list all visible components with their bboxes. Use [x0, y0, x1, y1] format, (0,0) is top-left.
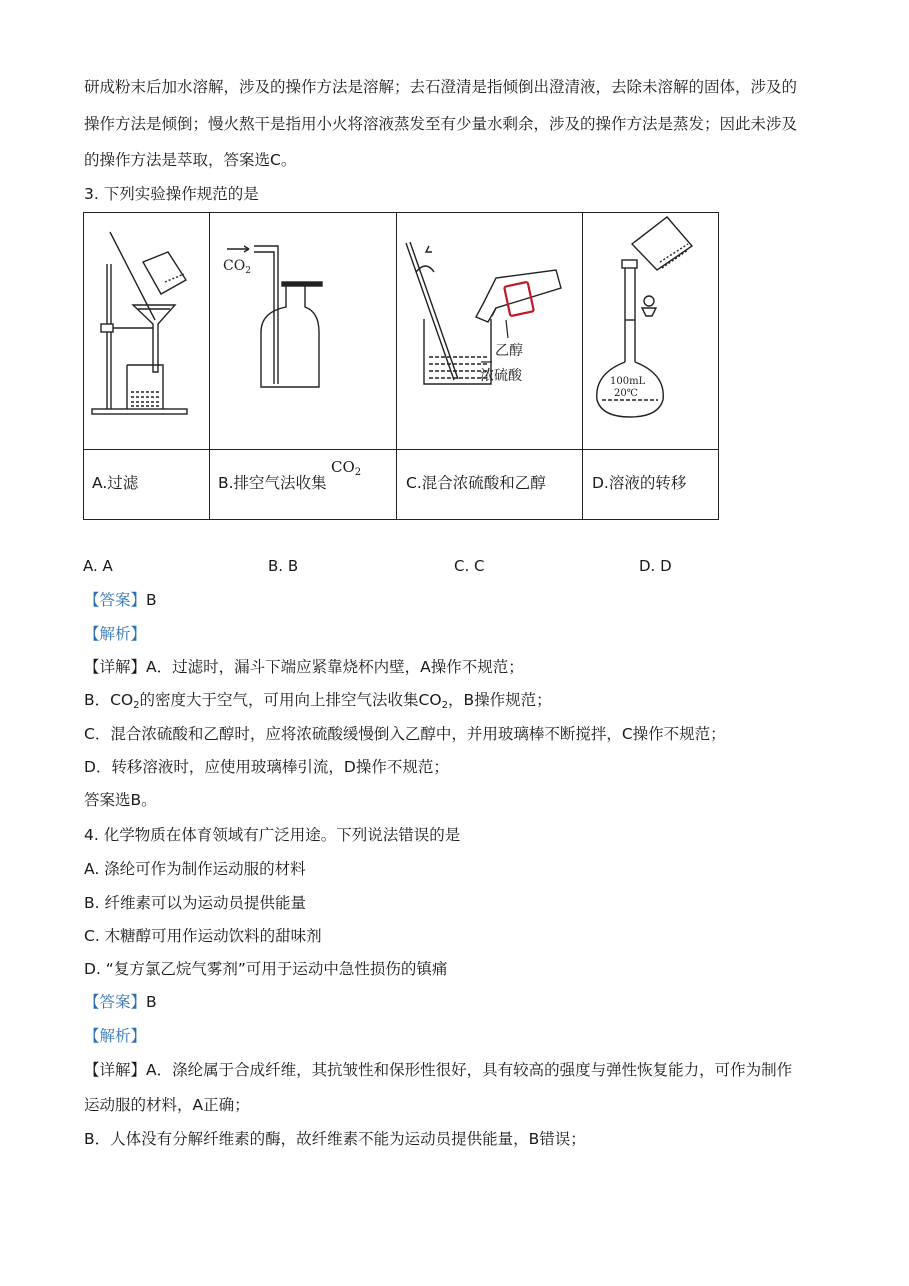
q4-option-a: A. 涤纶可作为制作运动服的材料 [84, 860, 306, 878]
intro-line-2: 操作方法是倾倒；慢火熬干是指用小火将溶液蒸发至有少量水剩余，涉及的操作方法是蒸发；因此未涉及 [84, 115, 798, 133]
q3-detail-2-sub2: 2 [441, 700, 448, 711]
q3-option-a: A. A [83, 557, 113, 575]
q3-detail-1 [84, 657, 524, 677]
q3-detail-1-text: A．过滤时，漏斗下端应紧靠烧杯内壁，A操作不规范； [146, 658, 524, 676]
q4-option-c: C. 木糖醇可用作运动饮料的甜味剂 [84, 927, 322, 945]
q3-detail-2-pre: B．CO [84, 691, 134, 709]
ethanol-label: 乙醇 [495, 343, 523, 359]
caption-b [218, 471, 327, 493]
flask-temp-label: 20℃ [614, 388, 638, 399]
q4-detail-1a [84, 1060, 792, 1080]
q3-option-d: D. D [639, 557, 672, 575]
q3-option-b: B. B [268, 557, 299, 575]
q4-analysis-tag: 【解析】 [84, 1027, 147, 1045]
flask-volume-label: 100mL [610, 376, 646, 387]
q3-option-c: C. C [454, 557, 485, 575]
co2-label: $CO_2$ [223, 258, 251, 276]
gas-collection-figure [209, 212, 397, 450]
q3-analysis-tag: 【解析】 [84, 625, 147, 643]
q3-detail-2 [84, 690, 552, 716]
q3-conclusion: 答案选B。 [84, 791, 157, 809]
q4-detail-tag: 【详解】 [84, 1061, 147, 1079]
q3-detail-2-sub: 2 [133, 700, 140, 711]
acid-mixing-figure [396, 212, 583, 450]
q4-option-d: D. “复方氯乙烷气雾剂”可用于运动中急性损伤的镇痛 [84, 960, 448, 978]
q3-detail-2-mid: 的密度大于空气，可用向上排空气法收集CO [139, 691, 442, 709]
caption-d: D.溶液的转移 [592, 474, 687, 492]
q4-answer [84, 992, 157, 1012]
q4-detail-1a-text: A．涤纶属于合成纤维，其抗皱性和保形性很好，具有较高的强度与弹性恢复能力，可作为制作 [146, 1061, 793, 1079]
q4-answer-value: B [146, 993, 157, 1011]
q4-stem: 4. 化学物质在体育领域有广泛用途。下列说法错误的是 [84, 826, 461, 844]
caption-b-formula-sub: 2 [354, 467, 362, 478]
q4-detail-1b: 运动服的材料，A正确； [84, 1096, 250, 1114]
intro-line-1: 研成粉末后加水溶解，涉及的操作方法是溶解；去石澄清是指倾倒出澄清液，去除未溶解的固体，涉及的 [84, 78, 798, 96]
q3-figure-table [83, 212, 719, 520]
q3-detail-3: C．混合浓硫酸和乙醇时，应将浓硫酸缓慢倒入乙醇中，并用玻璃棒不断搅拌，C操作不规范； [84, 725, 726, 743]
caption-b-text: B.排空气法收集 [218, 474, 327, 492]
q3-detail-tag: 【详解】 [84, 658, 147, 676]
q3-answer-value: B [146, 591, 157, 609]
caption-a: A.过滤 [92, 474, 139, 492]
q4-option-b: B. 纤维素可以为运动员提供能量 [84, 894, 306, 912]
q3-stem: 3. 下列实验操作规范的是 [84, 185, 259, 203]
q3-detail-4: D．转移溶液时，应使用玻璃棒引流，D操作不规范； [84, 758, 449, 776]
filtration-apparatus-figure [83, 212, 210, 450]
q3-detail-2-post: ，B操作规范； [447, 691, 552, 709]
q4-detail-2: B．人体没有分解纤维素的酶，故纤维素不能为运动员提供能量，B错误； [84, 1130, 586, 1148]
q4-answer-tag: 【答案】 [84, 993, 147, 1011]
q3-answer-tag: 【答案】 [84, 591, 147, 609]
intro-line-3: 的操作方法是萃取，答案选C。 [84, 151, 297, 169]
caption-c: C.混合浓硫酸和乙醇 [406, 474, 546, 492]
volumetric-flask-figure [582, 212, 719, 450]
caption-b-formula-text: CO [331, 458, 355, 476]
sulfuric-acid-label: 浓硫酸 [480, 368, 522, 384]
q3-answer [84, 590, 157, 610]
caption-b-formula [331, 458, 361, 478]
